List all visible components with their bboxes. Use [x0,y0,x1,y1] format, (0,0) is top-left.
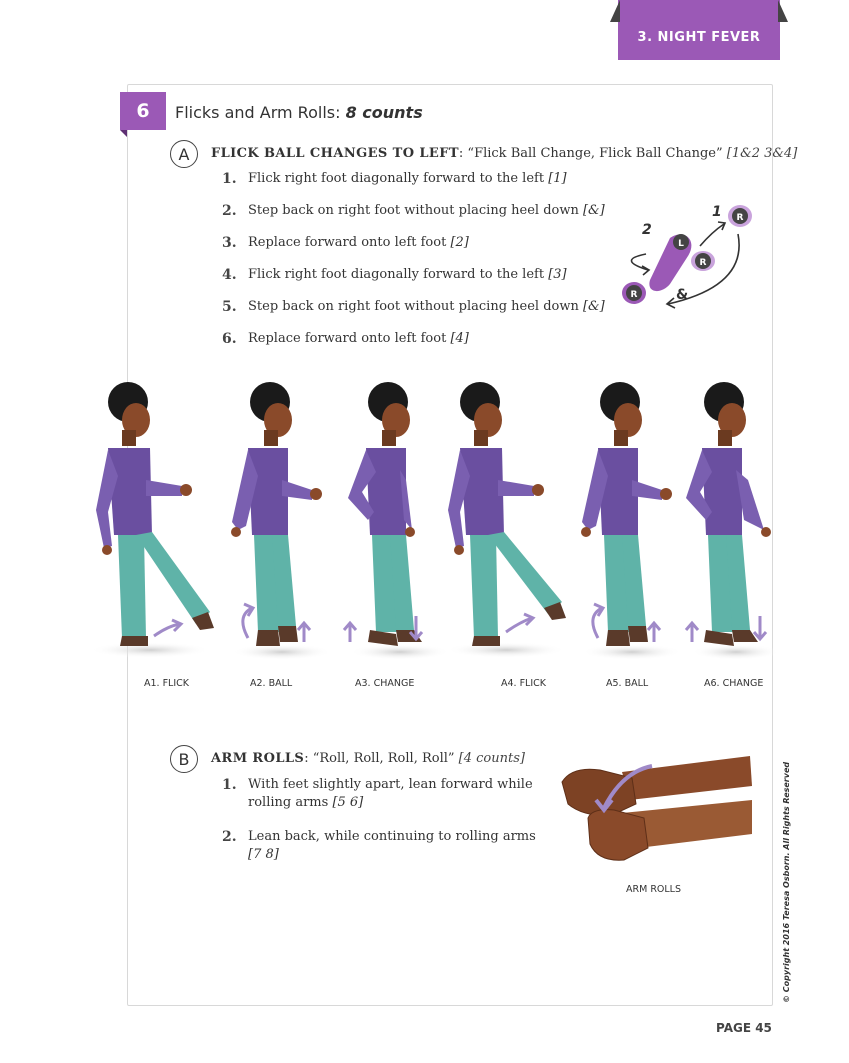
section-b-heading-title: ARM ROLLS [211,751,305,766]
step-count: [&] [582,299,605,314]
dancer-figure-a1 [90,382,214,658]
dancer-figure-a4 [446,382,566,658]
step-title [175,103,423,122]
chapter-tab [618,0,780,60]
page-number: PAGE 45 [716,1021,772,1035]
svg-text:L: L [678,239,684,249]
dancer-figure-a6 [686,382,780,660]
step-count: [2] [450,235,469,250]
step-text: Replace forward onto left foot [248,235,451,250]
step-text: Replace forward onto left foot [248,331,451,346]
caption-a4: A4. FLICK [501,678,547,689]
step-count: [&] [582,203,605,218]
list-item [222,234,605,266]
section-a-heading [211,146,797,161]
left-foot-icon [649,234,691,291]
step-text: With feet slightly apart, lean forward while [248,777,533,792]
step-count: [7 8] [248,847,279,862]
step-count: [1] [548,171,567,186]
step-num: 2. [222,829,237,845]
list-item [222,170,605,202]
step-num: 2. [222,203,237,219]
right-foot-ball-icon [691,251,715,271]
step-text: Step back on right foot without placing heel down [248,299,583,314]
step-count: [5 6] [332,795,364,810]
step-num: 4. [222,267,237,283]
list-item [222,828,536,868]
section-a-quote: : “Flick Ball Change, Flick Ball Change” [458,146,727,161]
section-a-heading-title: FLICK BALL CHANGES TO LEFT [211,146,459,161]
dancer-sequence [90,380,780,670]
chapter-title: 3. NIGHT FEVER [637,30,761,45]
list-item [222,202,605,234]
step-num: 1. [222,777,237,793]
section-b-letter: B [170,745,198,773]
copyright-text: © Copyright 2016 Teresa Osborn. All Rights Reserved [782,761,791,1003]
step-num: 5. [222,299,237,315]
caption-a6: A6. CHANGE [704,678,764,689]
footprint-diagram [612,196,762,318]
svg-text:R: R [736,213,744,223]
dancer-figure-a5 [581,382,682,660]
arm-rolls-illustration [552,752,757,870]
step-num: 3. [222,235,237,251]
step-number-badge: 6 [120,92,166,130]
section-a-counts: [1&2 3&4] [726,146,798,161]
step-count: [3] [548,267,567,282]
section-b-quote: : “Roll, Roll, Roll, Roll” [304,751,459,766]
svg-text:R: R [699,258,707,268]
diagram-count-and: & [676,287,689,303]
step-text: Lean back, while continuing to rolling arms [248,829,536,844]
list-item [222,776,536,828]
step-num: 1. [222,171,237,187]
section-b-steps [222,776,536,868]
step-num: 6. [222,331,237,347]
list-item [222,298,605,330]
diagram-count-1: 1 [712,204,722,220]
step-text: Flick right foot diagonally forward to the left [248,171,549,186]
right-foot-top-icon [728,205,752,227]
arrow-icon [700,224,724,246]
step-count: [4] [450,331,469,346]
caption-a5: A5. BALL [606,678,649,689]
section-a-steps [222,170,605,362]
caption-a2: A2. BALL [250,678,293,689]
list-item [222,330,605,362]
dancer-figure-a2 [231,382,332,660]
caption-a1: A1. FLICK [144,678,190,689]
caption-a3: A3. CHANGE [355,678,415,689]
diagram-count-2: 2 [642,222,652,238]
section-a-letter: A [170,140,198,168]
caption-arm-rolls: ARM ROLLS [626,884,682,895]
section-b-counts: [4 counts] [458,751,525,766]
step-counts: 8 counts [345,103,423,122]
step-text: Flick right foot diagonally forward to the left [248,267,549,282]
svg-text:R: R [630,290,638,300]
section-b-heading [211,751,525,766]
step-title-text: Flicks and Arm Rolls: [175,103,346,122]
step-text: Step back on right foot without placing heel down [248,203,583,218]
dancer-figure-a3 [344,382,450,660]
list-item [222,266,605,298]
step-text-cont: rolling arms [248,795,333,810]
right-foot-back-icon [622,282,646,304]
